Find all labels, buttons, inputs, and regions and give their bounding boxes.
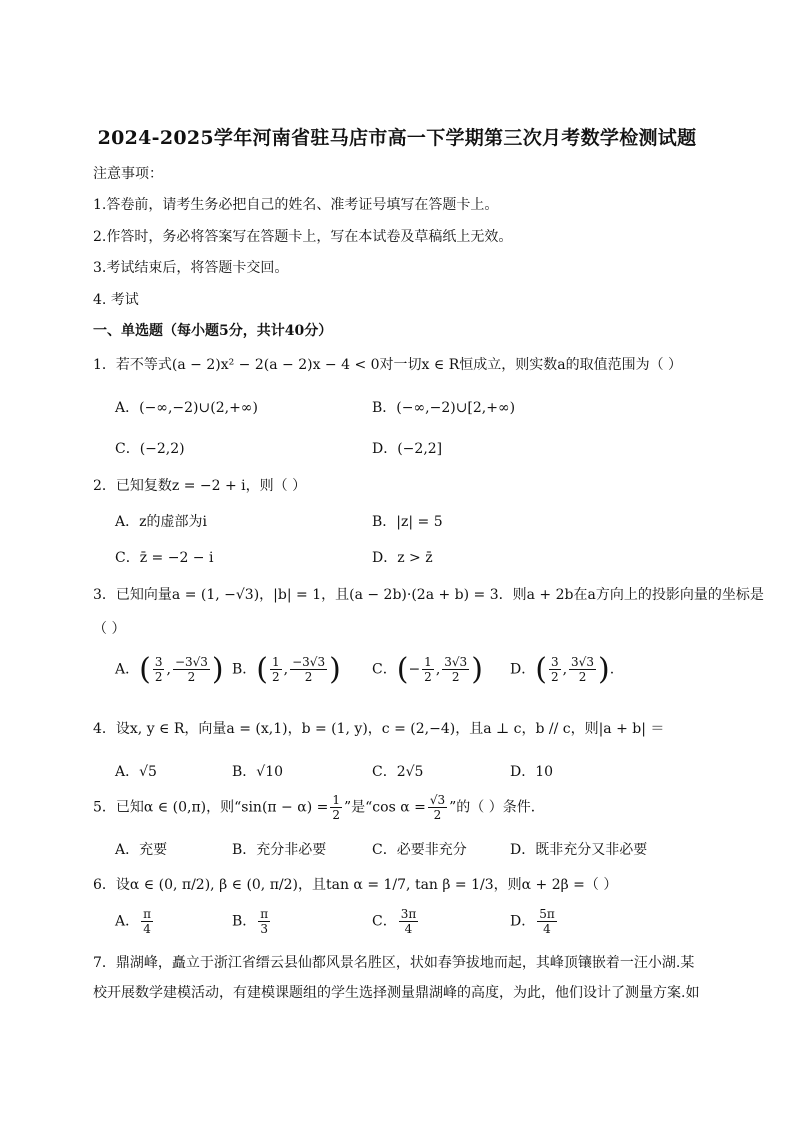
question-3-option-a: A．( $\frac{3}{2}$ , $\frac{-3√3}{2}$ ) — [115, 652, 224, 687]
question-5-stem — [93, 793, 545, 822]
frac-num: 1 — [272, 655, 280, 669]
question-4-option-c: C．2√5 — [372, 764, 424, 780]
option-label: B． — [232, 913, 257, 930]
stem-part: ”是“cos α = — [343, 799, 426, 816]
option-label: A． — [115, 661, 140, 678]
frac-den: 2 — [433, 808, 442, 822]
notice-item-1: 1.答卷前，请考生务必把自己的姓名、准考证号填写在答题卡上。 — [93, 197, 499, 213]
question-2-option-d: D．z > z̄ — [372, 550, 433, 566]
question-3-option-b: B．( $\frac{1}{2}$ , $\frac{-3√3}{2}$ ) — [232, 652, 341, 687]
frac-num: −3√3 — [292, 655, 326, 669]
question-6-option-d — [510, 907, 559, 936]
question-3-option-c: C．(− $\frac{1}{2}$ , $\frac{3√3}{2}$ ) — [372, 652, 483, 687]
frac-num: −3√3 — [174, 655, 208, 669]
question-5-option-d: D．既非充分又非必要 — [510, 842, 648, 858]
frac-den: 2 — [550, 670, 559, 684]
question-5-option-a: A．充要 — [115, 842, 168, 858]
option-label: A． — [115, 913, 140, 930]
frac-num: 1 — [332, 793, 340, 807]
stem-part: 5．已知α ∈ (0,π)，则“sin(π − α) = — [93, 799, 329, 816]
frac-den: 2 — [187, 670, 196, 684]
frac-num: 3√3 — [444, 655, 468, 669]
option-label: D． — [510, 661, 536, 678]
frac-den: 4 — [143, 922, 151, 936]
frac-num: 3 — [154, 655, 163, 669]
frac-den: 2 — [451, 670, 460, 684]
question-5-option-c: C．必要非充分 — [372, 842, 467, 858]
question-1-option-c: C．(−2,2) — [115, 441, 185, 457]
frac-num: 3π — [400, 907, 417, 921]
frac-den: 4 — [543, 922, 551, 936]
page-title: 2024-2025学年河南省驻马店市高一下学期第三次月考数学检测试题 — [97, 127, 697, 149]
option-label: B． — [232, 661, 257, 678]
question-6-option-b — [232, 907, 272, 936]
question-1-stem: 1．若不等式(a − 2)x² − 2(a − 2)x − 4 < 0对一切x ∈ R恒成立，则实数a的取值范围为（ ） — [93, 357, 683, 373]
question-3-option-d: D．( $\frac{3}{2}$ , $\frac{3√3}{2}$ ). — [510, 652, 615, 687]
option-label: C． — [372, 661, 397, 678]
question-4-option-d: D．10 — [510, 764, 554, 780]
frac-den: 2 — [304, 670, 313, 684]
frac-den: 2 — [424, 670, 432, 684]
question-5-option-b: B．充分非必要 — [232, 842, 327, 858]
frac-den: 3 — [260, 922, 269, 936]
frac-den: 4 — [404, 922, 413, 936]
frac-num: 3√3 — [571, 655, 594, 669]
question-2-stem: 2．已知复数z = −2 + i，则（ ） — [93, 478, 307, 494]
frac-den: 2 — [332, 808, 340, 822]
question-6-option-c — [372, 907, 420, 936]
question-1-option-a: A．(−∞,−2)∪(2,+∞) — [115, 400, 258, 416]
option-label: D． — [510, 913, 536, 930]
question-4-option-b: B．√10 — [232, 764, 284, 780]
notice-item-2: 2.作答时，务必将答案写在答题卡上，写在本试卷及草稿纸上无效。 — [93, 229, 513, 245]
section-heading: 一、单选题（每小题5分，共计40分） — [93, 323, 333, 339]
question-6-option-a — [115, 907, 155, 936]
frac-den: 2 — [272, 670, 280, 684]
question-2-option-c: C．z̄ = −2 − i — [115, 550, 214, 566]
frac-num: 5π — [539, 907, 555, 921]
question-1-option-d: D．(−2,2] — [372, 441, 443, 457]
frac-num: √3 — [429, 793, 446, 807]
question-6-stem: 6．设α ∈ (0, π/2), β ∈ (0, π/2)，且tan α = 1/7, tan β = 1/3，则α + 2β =（ ） — [93, 877, 618, 893]
question-7-text: 7．鼎湖峰，矗立于浙江省缙云县仙都风景名胜区，状如春笋拔地而起，其峰顶镶嵌着一汪小湖.某校开展数学建模活动，有建模课题组的学生选择测量鼎湖峰的高度，为此，他们设计了测量方案.如 — [93, 955, 700, 1001]
frac-num: π — [260, 907, 269, 921]
frac-num: 1 — [424, 655, 432, 669]
question-2-option-b: B．|z| = 5 — [372, 514, 443, 530]
frac-den: 2 — [154, 670, 163, 684]
question-3-stem-cont: （ ） — [93, 621, 126, 637]
question-3-stem: 3．已知向量a = (1, −√3)，|b| = 1，且(a − 2b)·(2a + b) = 3．则a + 2b在a方向上的投影向量的坐标是 — [93, 587, 764, 603]
option-label: C． — [372, 913, 397, 930]
question-1-option-b: B．(−∞,−2)∪[2,+∞) — [372, 400, 516, 416]
question-2-option-a: A．z的虚部为i — [115, 514, 207, 530]
notice-heading: 注意事项： — [93, 166, 163, 182]
question-4-option-a: A．√5 — [115, 764, 157, 780]
frac-num: 3 — [550, 655, 559, 669]
stem-part: ”的（ ）条件． — [449, 799, 545, 816]
frac-den: 2 — [578, 670, 587, 684]
notice-item-4: 4. 考试 — [93, 292, 139, 308]
frac-num: π — [143, 907, 152, 921]
notice-item-3: 3.考试结束后，将答题卡交回。 — [93, 260, 289, 276]
question-4-stem: 4．设x, y ∈ R，向量a = (x,1)，b = (1, y)，c = (2,−4)，且a ⊥ c，b // c，则|a + b| ＝ — [93, 721, 665, 737]
